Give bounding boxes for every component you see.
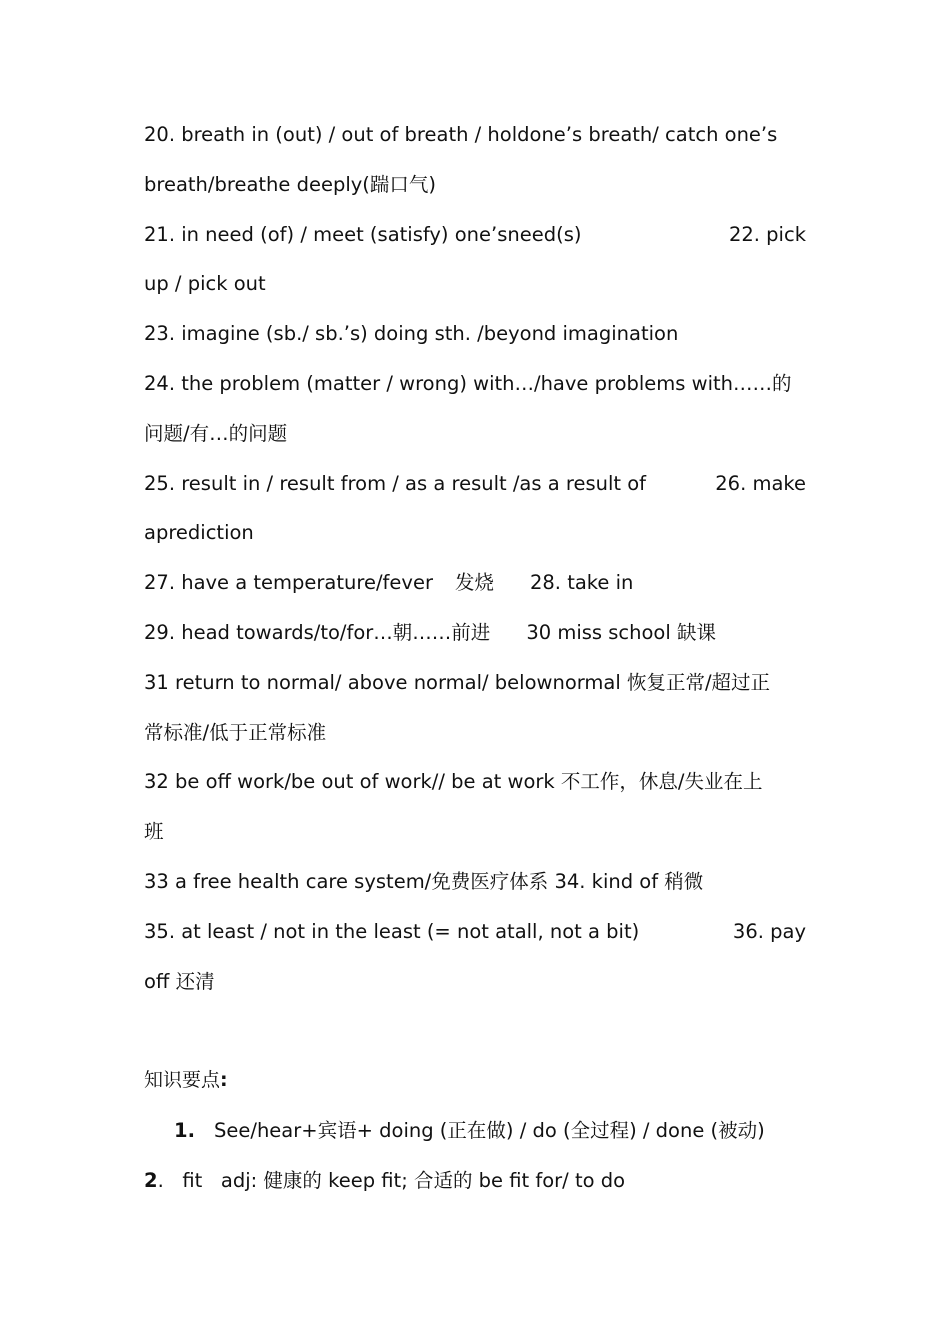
phrase-21-22-row bbox=[144, 210, 806, 260]
phrase-32-line-2: 班 bbox=[144, 820, 164, 844]
phrase-20-line-1: 20. breath in (out) / out of breath / holdone’s breath/ catch one’s bbox=[144, 123, 778, 146]
phrase-20-line-2: breath/breathe deeply(踹口气) bbox=[144, 172, 437, 196]
knowledge-point-2 bbox=[144, 1156, 806, 1206]
point-2-text: . fit adj: 健康的 keep fit; 合适的 be fit for/ to do bbox=[157, 1168, 626, 1192]
phrase-21: 21. in need (of) / meet (satisfy) one’sneed(s) bbox=[144, 222, 582, 246]
knowledge-point-1 bbox=[144, 1106, 806, 1156]
phrase-32-line-1: 32 be off work/be out of work// be at work 不工作，休息/失业在上 bbox=[144, 770, 763, 794]
phrase-27: 27. have a temperature/fever bbox=[144, 571, 433, 595]
phrase-23: 23. imagine (sb./ sb.’s) doing sth. /beyond imagination bbox=[144, 322, 679, 346]
phrase-27-chinese: 发烧 bbox=[454, 571, 494, 595]
phrase-25-26-row bbox=[144, 459, 806, 509]
phrase-22-end: up / pick out bbox=[144, 272, 266, 296]
knowledge-heading bbox=[144, 1056, 806, 1106]
phrase-22-start: 22. pick bbox=[728, 222, 806, 246]
phrase-26-end: aprediction bbox=[144, 521, 254, 545]
phrase-30: 30 miss school 缺课 bbox=[526, 620, 716, 644]
phrase-36-end: off 还清 bbox=[144, 969, 215, 993]
phrase-31-line-2: 常标准/低于正常标准 bbox=[144, 720, 327, 744]
phrase-28: 28. take in bbox=[529, 571, 634, 595]
knowledge-heading-colon: : bbox=[220, 1069, 228, 1092]
phrase-25: 25. result in / result from / as a result /as a result of bbox=[144, 471, 647, 495]
document-page bbox=[144, 110, 806, 1206]
phrase-29: 29. head towards/to/for…朝……前进 bbox=[144, 620, 491, 644]
knowledge-heading-text: 知识要点 bbox=[144, 1069, 221, 1092]
phrase-29-30-row bbox=[144, 608, 806, 658]
phrase-27-28-row bbox=[144, 558, 806, 608]
phrase-24-line-2: 问题/有…的问题 bbox=[144, 421, 288, 445]
phrase-35: 35. at least / not in the least (= not atall, not a bit) bbox=[144, 919, 640, 943]
section-spacer bbox=[144, 1006, 806, 1056]
point-1-number: 1. bbox=[174, 1119, 195, 1143]
phrase-36-start: 36. pay bbox=[732, 919, 806, 943]
phrase-31-line-1: 31 return to normal/ above normal/ belownormal 恢复正常/超过正 bbox=[144, 670, 771, 694]
phrase-26-start: 26. make bbox=[715, 471, 806, 495]
phrase-24-line-1: 24. the problem (matter / wrong) with…/have problems with……的 bbox=[144, 371, 792, 395]
point-2-number: 2 bbox=[144, 1168, 158, 1192]
point-1-text: See/hear+宾语+ doing (正在做) / do (全过程) / done (被动) bbox=[214, 1119, 765, 1143]
phrase-35-36-row bbox=[144, 907, 806, 957]
phrase-33-34: 33 a free health care system/免费医疗体系 34. kind of 稍微 bbox=[144, 869, 704, 893]
